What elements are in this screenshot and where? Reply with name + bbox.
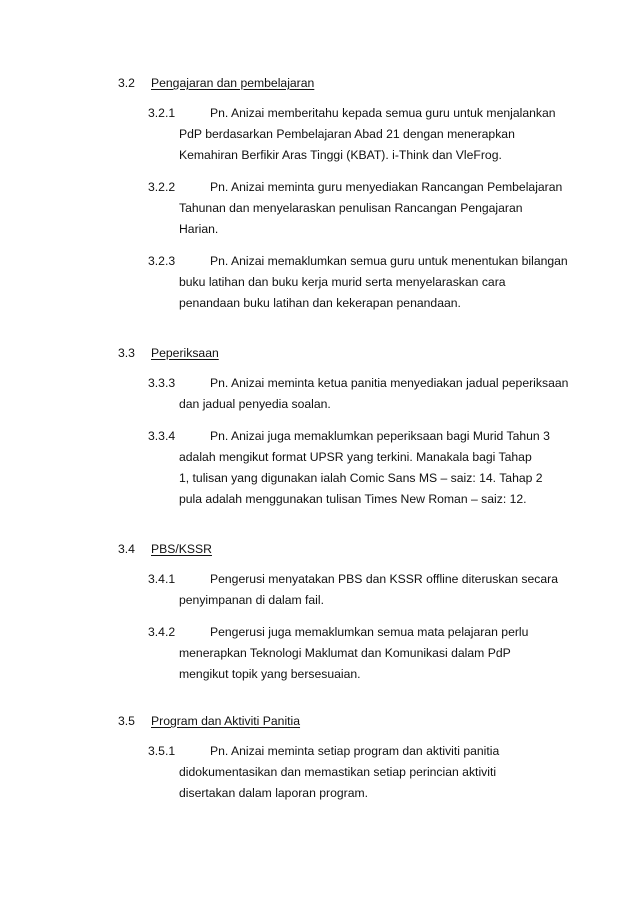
section-title: PBS/KSSR (151, 542, 212, 556)
section-3-3 (118, 343, 588, 510)
item-number: 3.2.3 (148, 254, 176, 268)
section-title: Peperiksaan (151, 346, 219, 360)
list-item (148, 103, 569, 166)
item-line: Pn. Anizai meminta setiap program dan aktiviti panitia (210, 744, 500, 758)
section-header (118, 711, 588, 731)
item-line: adalah mengikut format UPSR yang terkini. Manakala bagi Tahap (179, 450, 532, 464)
item-line: Kemahiran Berfikir Aras Tinggi (KBAT). i-Think dan VleFrog. (179, 148, 502, 162)
item-line: Pengerusi juga memaklumkan semua mata pelajaran perlu (210, 625, 529, 639)
list-item (148, 569, 569, 611)
item-line: Pn. Anizai memaklumkan semua guru untuk menentukan bilangan (210, 254, 568, 268)
item-number: 3.4.1 (148, 572, 176, 586)
list-item (148, 426, 569, 510)
section-header (118, 73, 588, 93)
section-title: Pengajaran dan pembelajaran (151, 76, 315, 90)
item-line: mengikut topik yang bersesuaian. (179, 667, 361, 681)
item-line: Pengerusi menyatakan PBS dan KSSR offline diteruskan secara (210, 572, 558, 586)
item-line: 1, tulisan yang digunakan ialah Comic Sans MS – saiz: 14. Tahap 2 (179, 471, 543, 485)
section-header (118, 343, 588, 363)
item-line: pula adalah menggunakan tulisan Times New Roman – saiz: 12. (179, 492, 527, 506)
section-3-5 (118, 711, 588, 804)
item-line: PdP berdasarkan Pembelajaran Abad 21 dengan menerapkan (179, 127, 515, 141)
section-header (118, 539, 588, 559)
section-3-4 (118, 539, 588, 685)
item-line: Tahunan dan menyelaraskan penulisan Rancangan Pengajaran (179, 201, 523, 215)
item-line: buku latihan dan buku kerja murid serta menyelaraskan cara (179, 275, 506, 289)
list-item (148, 251, 569, 314)
item-line: penandaan buku latihan dan kekerapan penandaan. (179, 296, 461, 310)
item-number: 3.3.4 (148, 429, 176, 443)
item-line: disertakan dalam laporan program. (179, 786, 369, 800)
item-line: Pn. Anizai meminta ketua panitia menyediakan jadual peperiksaan (210, 376, 569, 390)
section-number: 3.2 (118, 76, 135, 90)
list-item (148, 622, 569, 685)
section-number: 3.5 (118, 714, 135, 728)
item-line: penyimpanan di dalam fail. (179, 593, 324, 607)
item-line: Pn. Anizai juga memaklumkan peperiksaan bagi Murid Tahun 3 (210, 429, 550, 443)
section-number: 3.4 (118, 542, 135, 556)
item-number: 3.4.2 (148, 625, 176, 639)
section-title: Program dan Aktiviti Panitia (151, 714, 301, 728)
section-number: 3.3 (118, 346, 135, 360)
list-item (148, 373, 569, 415)
item-number: 3.2.1 (148, 106, 176, 120)
item-line: Harian. (179, 222, 219, 236)
item-line: Pn. Anizai meminta guru menyediakan Rancangan Pembelajaran (210, 180, 563, 194)
item-line: Pn. Anizai memberitahu kepada semua guru untuk menjalankan (210, 106, 556, 120)
item-line: dan jadual penyedia soalan. (179, 397, 331, 411)
list-item (148, 177, 569, 240)
item-line: menerapkan Teknologi Maklumat dan Komunikasi dalam PdP (179, 646, 511, 660)
item-number: 3.3.3 (148, 376, 176, 390)
section-3-2 (118, 73, 588, 314)
item-line: didokumentasikan dan memastikan setiap perincian aktiviti (179, 765, 497, 779)
item-number: 3.2.2 (148, 180, 176, 194)
item-number: 3.5.1 (148, 744, 176, 758)
list-item (148, 741, 569, 804)
